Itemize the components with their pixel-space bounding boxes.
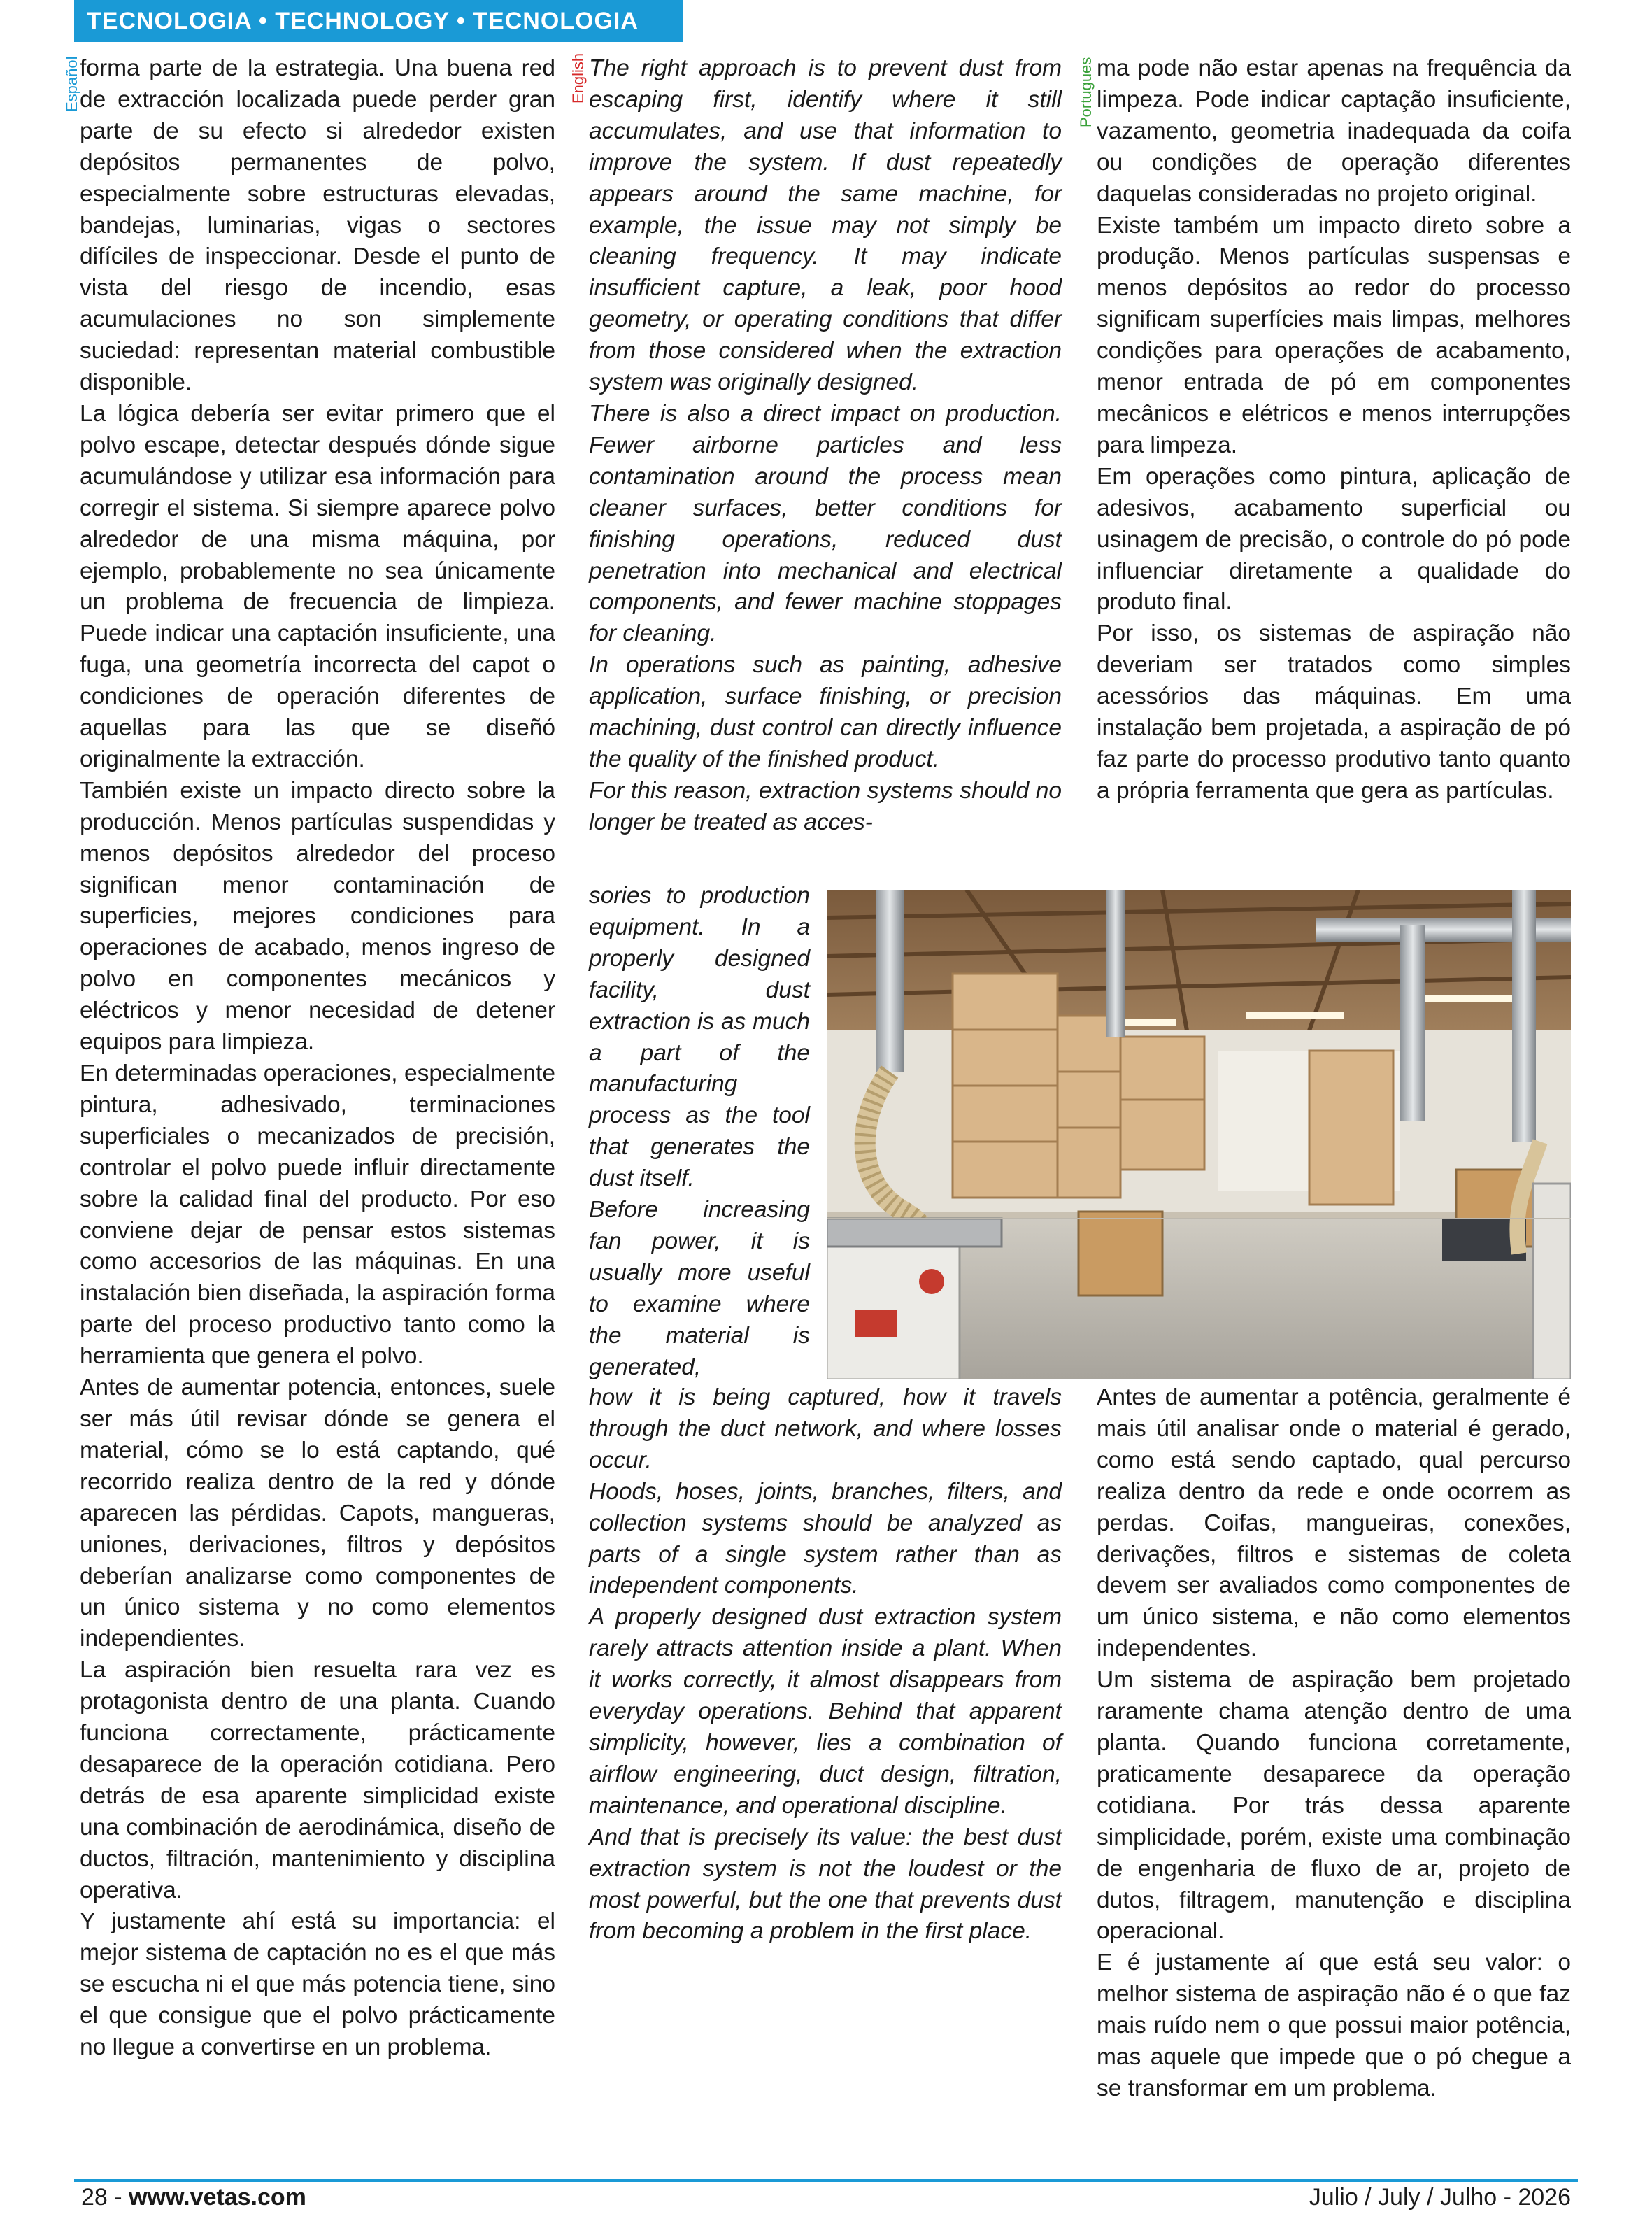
- footer-divider: [74, 2179, 1578, 2182]
- paragraph: For this reason, extraction systems should no longer be treated as acces-: [589, 777, 1062, 835]
- english-column-top: [589, 53, 1062, 839]
- lang-tag-spanish: Español: [63, 56, 80, 112]
- paragraph: Um sistema de aspiração bem projetado raramente chama atenção dentro de uma planta. Quando funciona corretamente, praticamente desaparece da operação cotidiana. Por trás dessa aparente simplicidade, porém, existe uma combinação de engenharia de fluxo de ar, projeto de dutos, filtragem, manutenção e disciplina operacional.: [1097, 1667, 1571, 1945]
- paragraph: There is also a direct impact on production. Fewer airborne particles and less contamination around the process mean cleaner surfaces, better conditions for finishing operations, reduced dust penetration into mechanical and electrical components, and fewer machine stoppages for cleaning.: [589, 400, 1062, 647]
- paragraph: Por isso, os sistemas de aspiração não deveriam ser tratados como simples acessórios das máquinas. Em uma instalação bem projetada, a aspiração de pó faz parte do processo produtivo tanto quanto a própria ferramenta que gera as partículas.: [1097, 620, 1571, 804]
- lang-tag-english: English: [569, 52, 587, 104]
- paragraph: In operations such as painting, adhesive application, surface finishing, or precision machining, dust control can directly influence the quality of the finished product.: [589, 652, 1062, 772]
- paragraph: Y justamente ahí está su importancia: el mejor sistema de captación no es el que más se escucha ni el que más potencia tiene, sino el que consigue que el polvo prácticamente no llegue a convertirse en un problema.: [80, 1908, 555, 2061]
- paragraph: And that is precisely its value: the best dust extraction system is not the loudest or the most powerful, but the one that prevents dust from becoming a problem in the first place.: [589, 1824, 1062, 1945]
- page-number: 28 -: [81, 2184, 129, 2211]
- portuguese-column-bottom: [1097, 1382, 1571, 2105]
- paragraph: A properly designed dust extraction system rarely attracts attention inside a plant. When it works correctly, it almost disappears from everyday operations. Behind that apparent simplicity, however, lies a combination of airflow engineering, duct design, filtration, maintenance, and operational discipline.: [589, 1604, 1062, 1819]
- site-link[interactable]: www.vetas.com: [129, 2184, 306, 2211]
- paragraph: Em operações como pintura, aplicação de adesivos, acabamento superficial ou usinagem de precisão, o controle do pó pode influenciar diretamente a qualidade do produto final.: [1097, 463, 1571, 616]
- paragraph: La aspiración bien resuelta rara vez es protagonista dentro de una planta. Cuando funciona correctamente, prácticamente desaparece de la operación cotidiana. Pero detrás de esa aparente simplicidad existe una combinación de aerodinámica, diseño de ductos, filtración, mantenimiento y disciplina operativa.: [80, 1657, 555, 1903]
- paragraph: ma pode não estar apenas na frequência da limpeza. Pode indicar captação insuficiente, vazamento, geometria inadequada da coifa ou condições de operação diferentes daquelas consideradas no projeto original.: [1097, 55, 1571, 207]
- paragraph: Before increasing fan power, it is usually more useful to examine where the material is generated,: [589, 1197, 810, 1380]
- paragraph: La lógica debería ser evitar primero que el polvo escape, detectar después dónde sigue acumulándose y utilizar esa información para corregir el sistema. Si siempre aparece polvo alrededor de una misma máquina, por ejemplo, probablemente no sea únicamente un problema de frecuencia de limpieza. Puede indicar una captación insuficiente, una fuga, una geometría incorrecta del capot o condiciones de operación diferentes de aquellas para las que se diseñó originalmente la extracción.: [80, 400, 555, 772]
- paragraph: Existe também um impacto direto sobre a produção. Menos partículas suspensas e menos depósitos ao redor do processo significam superfícies mais limpas, melhores condições para operações de acabamento, menor entrada de pó em componentes mecânicos e elétricos e menos interrupções para limpeza.: [1097, 212, 1571, 458]
- english-column-bottom: [589, 1382, 1062, 1947]
- paragraph: Hoods, hoses, joints, branches, filters, and collection systems should be analyzed as parts of a single system rather than as independent components.: [589, 1478, 1062, 1599]
- paragraph: The right approach is to prevent dust from escaping first, identify where it still accumulates, and use that information to improve the system. If dust repeatedly appears around the same machine, for example, the issue may not simply be cleaning frequency. It may indicate insufficient capture, a leak, poor hood geometry, or operating conditions that differ from those considered when the extraction system was originally designed.: [589, 55, 1062, 396]
- paragraph: Antes de aumentar a potência, geralmente é mais útil analisar onde o material é gerado, como está sendo captado, qual percurso realiza dentro da rede e onde ocorrem as perdas. Coifas, mangueiras, conexões, derivações, filtros e sistemas de coleta devem ser avaliados como componentes de um único sistema, e não como elementos independentes.: [1097, 1384, 1571, 1662]
- section-header: TECNOLOGIA • TECHNOLOGY • TECNOLOGIA: [74, 0, 683, 42]
- paragraph: how it is being captured, how it travels through the duct network, and where losses occur.: [589, 1384, 1062, 1473]
- lang-tag-portuguese: Portugues: [1077, 57, 1095, 127]
- footer-issue-date: Julio / July / Julho - 2026: [1309, 2184, 1571, 2211]
- workshop-photo: [827, 890, 1571, 1379]
- english-column-wrap: [589, 881, 810, 1384]
- paragraph: E é justamente aí que está seu valor: o melhor sistema de aspiração não é o que faz mais ruído nem o que possui maior potência, mas aquele que impede que o pó chegue a se transformar em um problema.: [1097, 1950, 1571, 2101]
- paragraph: En determinadas operaciones, especialmente pintura, adhesivado, terminaciones superficiales o mecanizados de precisión, controlar el polvo puede influir directamente sobre la calidad final del producto. Por eso conviene dejar de pensar estos sistemas como accesorios de las máquinas. En una instalación bien diseñada, la aspiración forma parte del proceso productivo tanto como la herramienta que genera el polvo.: [80, 1060, 555, 1370]
- paragraph: Antes de aumentar potencia, entonces, suele ser más útil revisar dónde se genera el material, cómo se lo está captando, qué recorrido realiza dentro de la red y dónde aparecen las pérdidas. Capots, mangueras, uniones, derivaciones, filtros y depósitos deberían analizarse como componentes de un único sistema y no como elementos independientes.: [80, 1375, 555, 1652]
- footer-page-info: [81, 2184, 306, 2211]
- portuguese-column-top: [1097, 53, 1571, 807]
- spanish-column: [80, 53, 555, 2064]
- paragraph: sories to production equipment. In a properly designed facility, dust extraction is as much a part of the manufacturing process as the tool that generates the dust itself.: [589, 883, 810, 1192]
- paragraph: forma parte de la estrategia. Una buena red de extracción localizada puede perder gran parte de su efecto si alrededor existen depósitos permanentes de polvo, especialmente sobre estructuras elevadas, bandejas, luminarias, vigas o sectores difíciles de inspeccionar. Desde el punto de vista del riesgo de incendio, esas acumulaciones no son simplemente suciedad: representan material combustible disponible.: [80, 55, 555, 396]
- paragraph: También existe un impacto directo sobre la producción. Menos partículas suspendidas y menos depósitos alrededor del proceso significan menor contaminación de superficies, mejores condiciones para operaciones de acabado, menos ingreso de polvo en componentes mecánicos y eléctricos y menor necesidad de detener equipos para limpieza.: [80, 777, 555, 1056]
